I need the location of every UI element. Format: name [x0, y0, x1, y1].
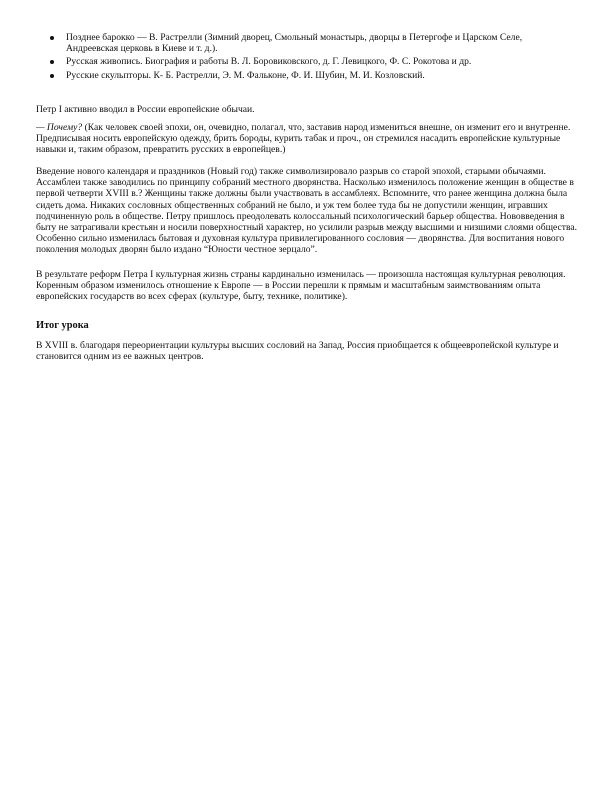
paragraph-customs: Петр I активно вводил в России европейские обычаи. — [36, 104, 255, 115]
section-heading: Итог урока — [36, 320, 89, 331]
bullet-item: Русские скульпторы. К- Б. Растрелли, Э. М. Фальконе, Ф. И. Шубин, М. И. Козловский. — [48, 70, 576, 81]
paragraph-why — [36, 122, 578, 156]
paragraph-summary: В XVIII в. благодаря переориентации культуры высших сословий на Запад, Россия приобщается к общеевропейской культуре и становится одним из ее важных центров. — [36, 340, 559, 363]
answer-text: (Как человек своей эпохи, он, очевидно, полагал, что, заставив народ измениться внешне, он изменит его и внутренне. Предписывая носить европейскую одежду, брить бороды, курить табак и проч., он стремился насадить европейские культурные навыки и, таким образом, превратить русских в европейцев.) — [36, 122, 571, 156]
bullet-item: Позднее барокко — В. Растрелли (Зимний дворец, Смольный монастырь, дворцы в Петергофе и Царском Селе, Андреевская церковь в Киеве и т. д.). — [48, 32, 576, 54]
question-text: — Почему? — [36, 122, 83, 133]
bullet-list — [48, 32, 576, 83]
paragraph-revolution: В результате реформ Петра I культурная жизнь страны кардинально изменилась — произошла настоящая культурная революция. Коренным образом изменилось отношение к Европе — в России перешли к прямым и масштабным заимствованиям опыта европейских государств во всех сферах (культуре, быту, технике, политике). — [36, 269, 566, 303]
paragraph-calendar: Введение нового календаря и праздников (Новый год) также символизировало разрыв со старой эпохой, старыми обычаями. Ассамблеи также заводились по принципу собраний местного дворянства. Насколько изменилось положение женщин в обществе в первой четверти XVIII в.? Женщины также должны были участвовать в ассамблеях. Вспомните, что ранее женщина должна была сидеть дома. Никаких сословных общественных собраний не было, и уж тем более туда бы не допустили женщин, игравших подчиненную роль в обществе. Петру пришлось преодолевать колоссальный психологический барьер общества. Нововведения в быту не затрагивали крестьян и носили поверхностный характер, но усилили разрыв между высшими и низшими слоями общества. Особенно сильно изменилась бытовая и духовная культура привилегированного сословия — дворянства. Для воспитания нового поколения молодых дворян было издано “Юности честное зерцало”. — [36, 166, 578, 256]
bullet-item: Русская живопись. Биография и работы В. Л. Боровиковского, д. Г. Левицкого, Ф. С. Рокотова и др. — [48, 56, 576, 67]
